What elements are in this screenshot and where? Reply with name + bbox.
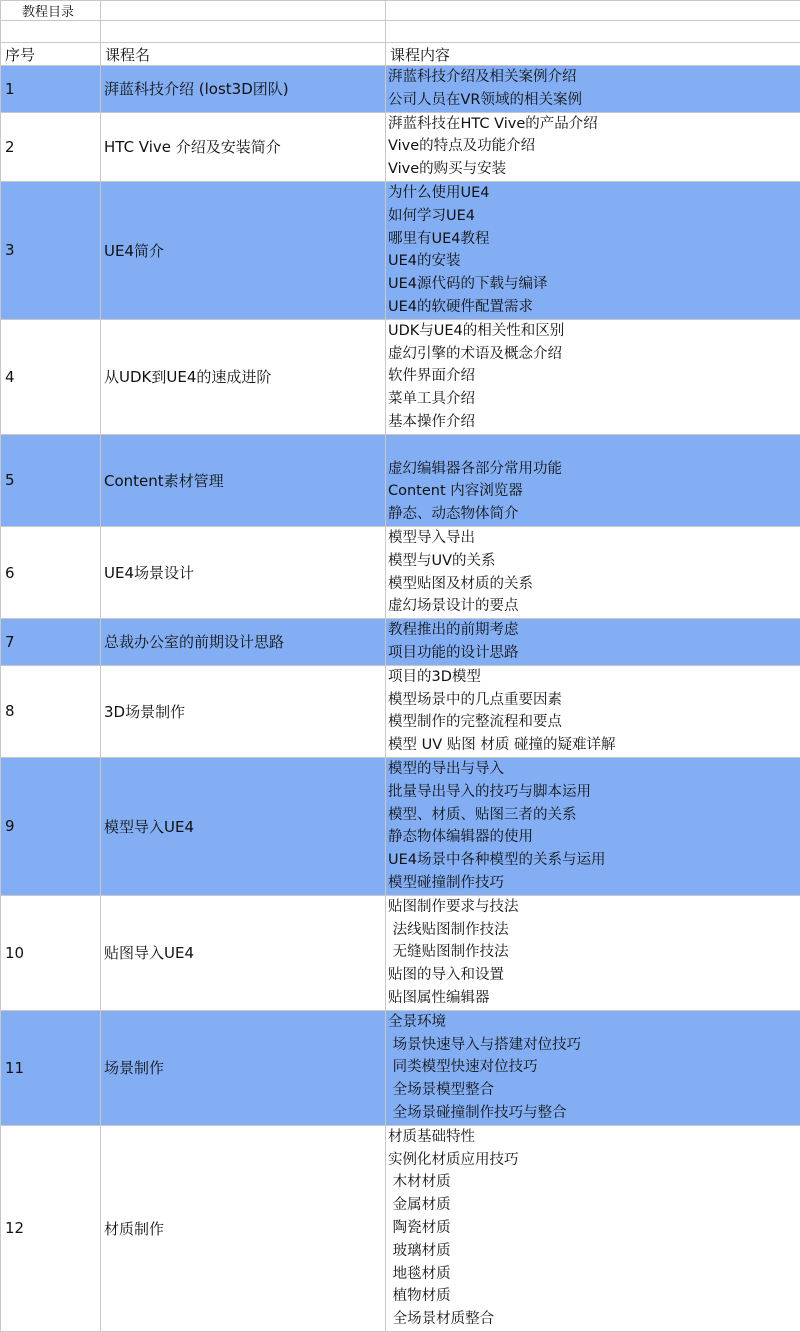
content-line: 贴图属性编辑器 bbox=[388, 987, 800, 1010]
content-line: 公司人员在VR领域的相关案例 bbox=[388, 89, 800, 112]
course-name[interactable]: HTC Vive 介绍及安装简介 bbox=[101, 112, 386, 181]
content-line: 贴图的导入和设置 bbox=[388, 964, 800, 987]
row-number[interactable]: 11 bbox=[1, 1010, 101, 1125]
content-line: 模型 UV 贴图 材质 碰撞的疑难详解 bbox=[388, 734, 800, 757]
row-number[interactable]: 6 bbox=[1, 526, 101, 618]
content-line: 陶瓷材质 bbox=[388, 1217, 800, 1240]
table-row bbox=[1, 757, 800, 895]
blank-row bbox=[1, 21, 800, 43]
course-name[interactable]: 从UDK到UE4的速成进阶 bbox=[101, 319, 386, 434]
table-row bbox=[1, 181, 800, 319]
course-content[interactable] bbox=[386, 1125, 800, 1331]
course-content[interactable] bbox=[386, 619, 800, 666]
course-name[interactable]: 湃蓝科技介绍 (lost3D团队) bbox=[101, 66, 386, 113]
row-number[interactable]: 2 bbox=[1, 112, 101, 181]
content-line: UE4的软硬件配置需求 bbox=[388, 296, 800, 319]
course-name[interactable]: 3D场景制作 bbox=[101, 665, 386, 757]
content-line: 哪里有UE4教程 bbox=[388, 228, 800, 251]
table-row bbox=[1, 1010, 800, 1125]
row-number[interactable]: 3 bbox=[1, 181, 101, 319]
content-line: 虚幻编辑器各部分常用功能 bbox=[388, 458, 800, 481]
course-content[interactable] bbox=[386, 1010, 800, 1125]
table-row bbox=[1, 434, 800, 526]
table-row bbox=[1, 319, 800, 434]
content-line: UE4的安装 bbox=[388, 250, 800, 273]
row-number[interactable]: 5 bbox=[1, 434, 101, 526]
content-line: 全场景模型整合 bbox=[388, 1079, 800, 1102]
course-content[interactable] bbox=[386, 895, 800, 1010]
title-row bbox=[1, 1, 800, 21]
content-line: 同类模型快速对位技巧 bbox=[388, 1056, 800, 1079]
empty-cell[interactable] bbox=[101, 21, 386, 43]
table-row bbox=[1, 895, 800, 1010]
row-number[interactable]: 4 bbox=[1, 319, 101, 434]
content-line: 项目的3D模型 bbox=[388, 666, 800, 689]
content-line: Vive的购买与安装 bbox=[388, 158, 800, 181]
header-content[interactable]: 课程内容 bbox=[386, 43, 800, 66]
content-line: 模型导入导出 bbox=[388, 527, 800, 550]
content-line: 软件界面介绍 bbox=[388, 365, 800, 388]
course-name[interactable]: 总裁办公室的前期设计思路 bbox=[101, 619, 386, 666]
row-number[interactable]: 9 bbox=[1, 757, 101, 895]
content-line: 模型贴图及材质的关系 bbox=[388, 573, 800, 596]
content-line: Content 内容浏览器 bbox=[388, 480, 800, 503]
content-line: Vive的特点及功能介绍 bbox=[388, 135, 800, 158]
content-line: 全场景材质整合 bbox=[388, 1308, 800, 1331]
table-row bbox=[1, 66, 800, 113]
header-num[interactable]: 序号 bbox=[1, 43, 101, 66]
content-line: 湃蓝科技在HTC Vive的产品介绍 bbox=[388, 113, 800, 136]
course-content[interactable] bbox=[386, 665, 800, 757]
content-line: 模型碰撞制作技巧 bbox=[388, 872, 800, 895]
content-line: 模型场景中的几点重要因素 bbox=[388, 689, 800, 712]
table-row bbox=[1, 1125, 800, 1331]
course-name[interactable]: 贴图导入UE4 bbox=[101, 895, 386, 1010]
row-number[interactable]: 1 bbox=[1, 66, 101, 113]
row-number[interactable]: 7 bbox=[1, 619, 101, 666]
table-row bbox=[1, 665, 800, 757]
course-content[interactable] bbox=[386, 757, 800, 895]
content-line: 教程推出的前期考虑 bbox=[388, 619, 800, 642]
empty-cell[interactable] bbox=[386, 1, 800, 21]
row-number[interactable]: 12 bbox=[1, 1125, 101, 1331]
content-line: 湃蓝科技介绍及相关案例介绍 bbox=[388, 66, 800, 89]
course-name[interactable]: 材质制作 bbox=[101, 1125, 386, 1331]
content-line: 植物材质 bbox=[388, 1285, 800, 1308]
content-line: 批量导出导入的技巧与脚本运用 bbox=[388, 781, 800, 804]
content-line: 木材材质 bbox=[388, 1171, 800, 1194]
header-name[interactable]: 课程名 bbox=[101, 43, 386, 66]
empty-cell[interactable] bbox=[101, 1, 386, 21]
content-line: 地毯材质 bbox=[388, 1263, 800, 1286]
content-line: UE4源代码的下载与编译 bbox=[388, 273, 800, 296]
content-line: UDK与UE4的相关性和区别 bbox=[388, 320, 800, 343]
content-line: 基本操作介绍 bbox=[388, 411, 800, 434]
course-content[interactable] bbox=[386, 434, 800, 526]
table-row bbox=[1, 619, 800, 666]
course-name[interactable]: 场景制作 bbox=[101, 1010, 386, 1125]
content-line: 虚幻场景设计的要点 bbox=[388, 595, 800, 618]
content-line: 静态、动态物体简介 bbox=[388, 503, 800, 526]
content-line: 全场景碰撞制作技巧与整合 bbox=[388, 1102, 800, 1125]
content-line: 模型、材质、贴图三者的关系 bbox=[388, 804, 800, 827]
empty-cell[interactable] bbox=[386, 21, 800, 43]
course-name[interactable]: UE4场景设计 bbox=[101, 526, 386, 618]
course-content[interactable] bbox=[386, 66, 800, 113]
content-line: 实例化材质应用技巧 bbox=[388, 1149, 800, 1172]
row-number[interactable]: 10 bbox=[1, 895, 101, 1010]
content-line: 场景快速导入与搭建对位技巧 bbox=[388, 1034, 800, 1057]
empty-cell[interactable] bbox=[1, 21, 101, 43]
content-line: 材质基础特性 bbox=[388, 1126, 800, 1149]
row-number[interactable]: 8 bbox=[1, 665, 101, 757]
course-content[interactable] bbox=[386, 526, 800, 618]
table-title[interactable]: 教程目录 bbox=[1, 1, 101, 21]
content-line: 贴图制作要求与技法 bbox=[388, 896, 800, 919]
table-row bbox=[1, 526, 800, 618]
content-line: 无缝贴图制作技法 bbox=[388, 941, 800, 964]
content-line: 菜单工具介绍 bbox=[388, 388, 800, 411]
table-row bbox=[1, 112, 800, 181]
content-line: 金属材质 bbox=[388, 1194, 800, 1217]
content-line: 玻璃材质 bbox=[388, 1240, 800, 1263]
content-line: 如何学习UE4 bbox=[388, 205, 800, 228]
content-line: 静态物体编辑器的使用 bbox=[388, 826, 800, 849]
content-line: 模型制作的完整流程和要点 bbox=[388, 711, 800, 734]
content-line: UE4场景中各种模型的关系与运用 bbox=[388, 849, 800, 872]
content-line: 全景环境 bbox=[388, 1011, 800, 1034]
content-line: 模型的导出与导入 bbox=[388, 758, 800, 781]
content-line bbox=[388, 435, 800, 458]
course-name[interactable]: Content素材管理 bbox=[101, 434, 386, 526]
course-content[interactable] bbox=[386, 112, 800, 181]
course-content[interactable] bbox=[386, 319, 800, 434]
course-name[interactable]: 模型导入UE4 bbox=[101, 757, 386, 895]
content-line: 法线贴图制作技法 bbox=[388, 919, 800, 942]
content-line: 项目功能的设计思路 bbox=[388, 642, 800, 665]
content-line: 为什么使用UE4 bbox=[388, 182, 800, 205]
course-content[interactable] bbox=[386, 181, 800, 319]
course-name[interactable]: UE4简介 bbox=[101, 181, 386, 319]
header-row bbox=[1, 43, 800, 66]
content-line: 模型与UV的关系 bbox=[388, 550, 800, 573]
content-line: 虚幻引擎的术语及概念介绍 bbox=[388, 343, 800, 366]
